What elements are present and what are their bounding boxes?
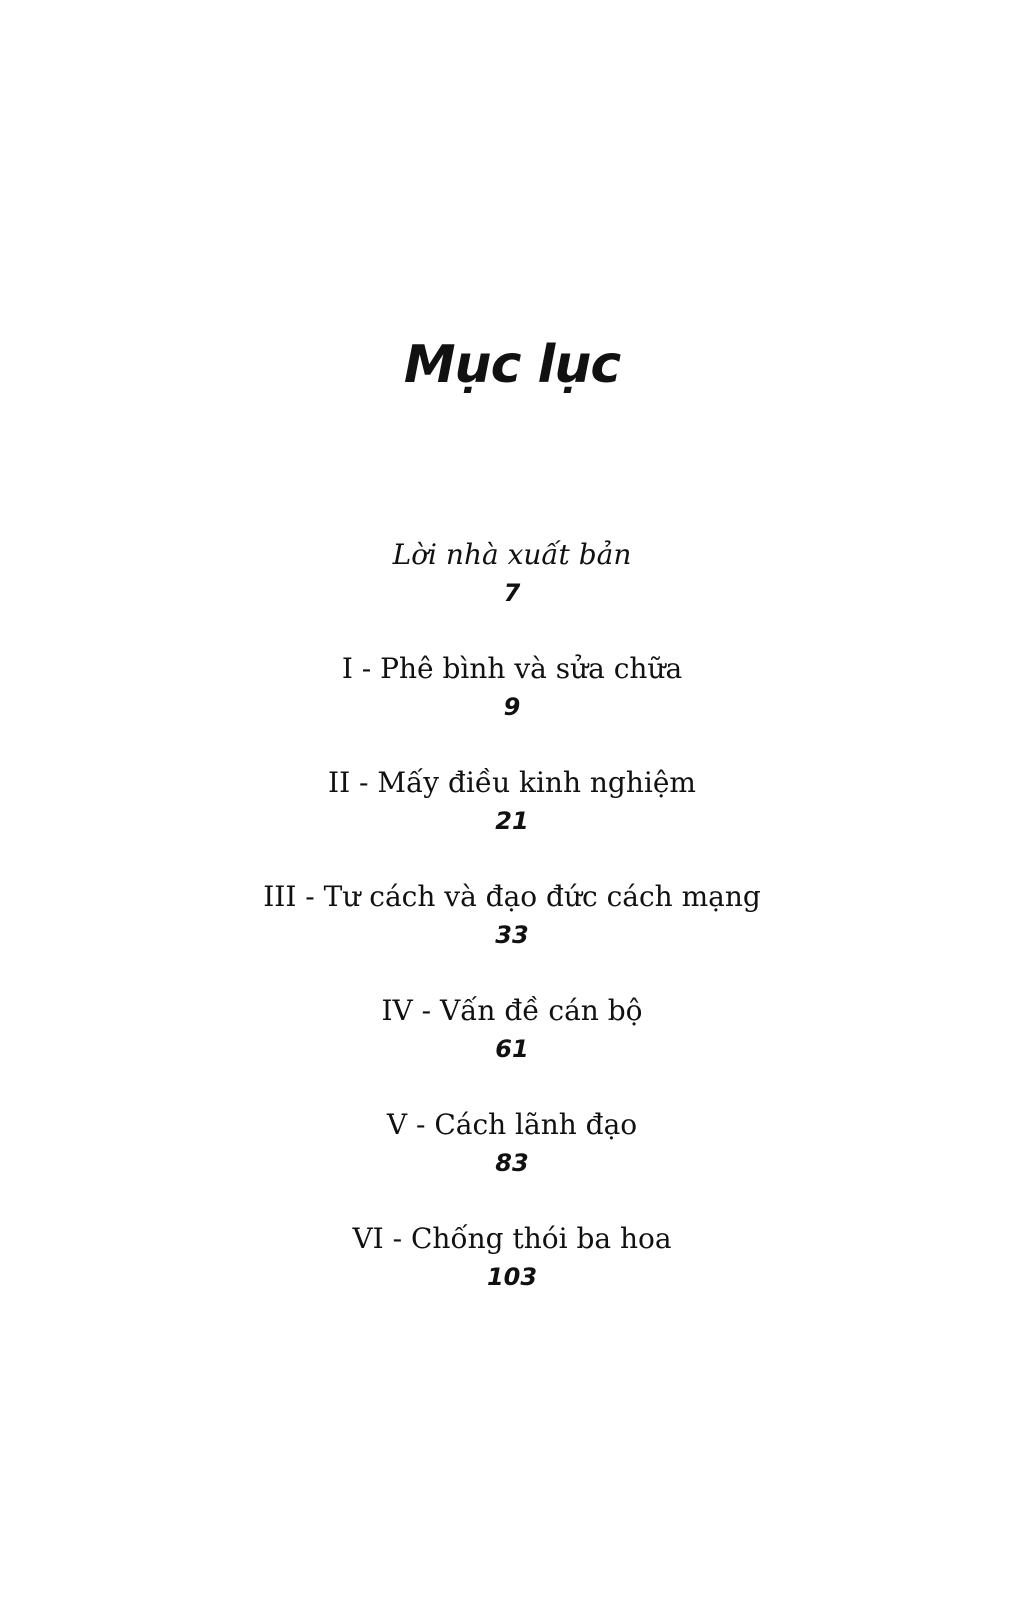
- toc-entry-page-number: 33: [495, 921, 529, 949]
- toc-entry-page-number: 7: [503, 579, 521, 607]
- toc-entry-title: I - Phê bình và sửa chữa: [341, 652, 683, 685]
- toc-entry-chapter-3[interactable]: [0, 879, 1024, 993]
- toc-entry-title: Lời nhà xuất bản: [392, 538, 632, 571]
- toc-entry-page-number: 61: [495, 1035, 529, 1063]
- toc-entry-page-number: 83: [495, 1149, 529, 1177]
- toc-entry-page-number: 9: [503, 693, 521, 721]
- toc-entry-publisher-note[interactable]: [0, 537, 1024, 651]
- toc-entry-title: V - Cách lãnh đạo: [386, 1108, 638, 1141]
- toc-entry-chapter-6[interactable]: [0, 1221, 1024, 1335]
- toc-entry-title: II - Mấy điều kinh nghiệm: [328, 766, 696, 799]
- toc-entry-title: IV - Vấn đề cán bộ: [381, 994, 643, 1027]
- page-title: Mục lục: [403, 335, 621, 395]
- toc-entry-page-number: 21: [495, 807, 529, 835]
- toc-entry-chapter-1[interactable]: [0, 651, 1024, 765]
- toc-entry-title: III - Tư cách và đạo đức cách mạng: [263, 880, 761, 913]
- toc-entry-page-number: 103: [486, 1263, 538, 1291]
- toc-entry-chapter-5[interactable]: [0, 1107, 1024, 1221]
- toc-entry-chapter-2[interactable]: [0, 765, 1024, 879]
- table-of-contents: [0, 537, 1024, 1335]
- toc-entry-title: VI - Chống thói ba hoa: [352, 1222, 672, 1255]
- toc-entry-chapter-4[interactable]: [0, 993, 1024, 1107]
